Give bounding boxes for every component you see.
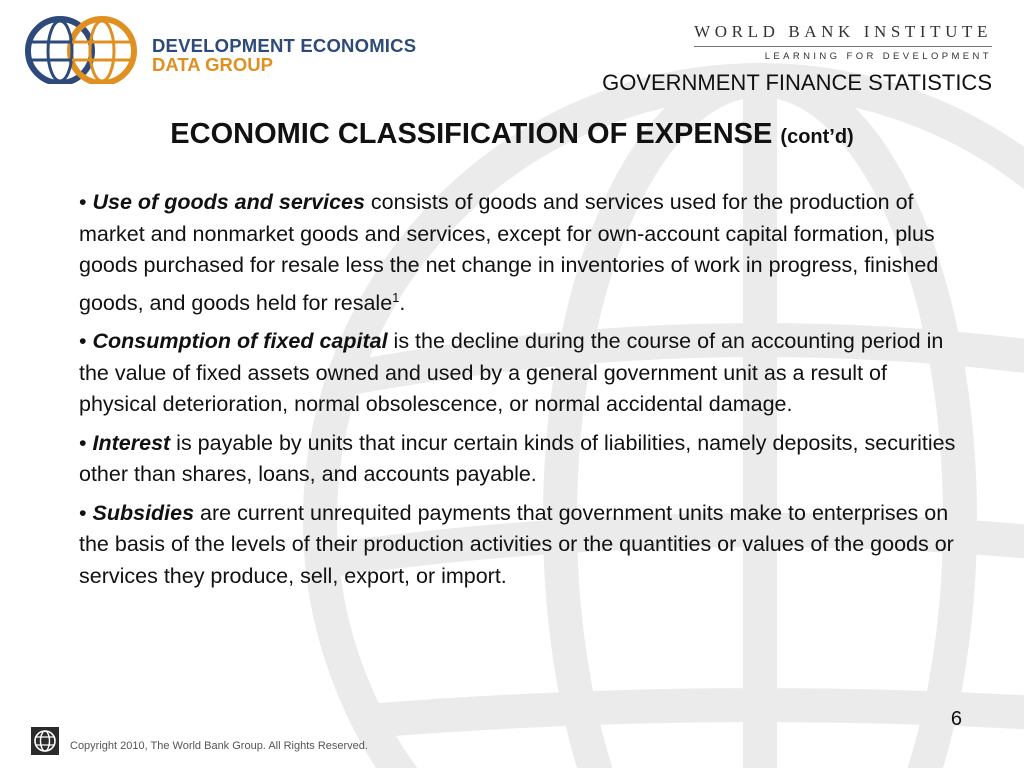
footnote-marker: 1: [392, 289, 400, 305]
bullet-term: Subsidies: [92, 500, 195, 525]
wbi-divider: [694, 46, 992, 47]
bullet-text: are current unrequited payments that government units make to enterprises on the basis of the levels of their production activities or the quantities or values of the goods or services they produce, sell, export, or import.: [79, 500, 954, 588]
copyright-notice: Copyright 2010, The World Bank Group. All Rights Reserved.: [70, 740, 368, 752]
bullet-term: Consumption of fixed capital: [92, 329, 388, 354]
bullet-list: [79, 187, 959, 599]
wbi-subtitle: LEARNING FOR DEVELOPMENT: [764, 51, 992, 62]
bullet-text: is the decline during the course of an accounting period in the value of fixed assets owned and used by a general government unit as a result of physical deterioration, normal obsolescence, or normal accidental damage.: [79, 329, 944, 417]
world-bank-logo-icon: [31, 727, 59, 755]
slide-title: [0, 118, 1024, 151]
slide-title-suffix: (cont’d): [780, 126, 854, 148]
deg-logo-text: [152, 36, 416, 74]
slide-title-main: ECONOMIC CLASSIFICATION OF EXPENSE: [170, 118, 773, 150]
bullet-text: consists of goods and services used for the production of market and nonmarket goods and services, except for own-account capital formation, plus goods purchased for resale less the net change in inventories of work in progress, finished goods, and goods held for resale: [79, 190, 939, 315]
bullet-item: • Subsidies are current unrequited payments that government units make to enterprises on the basis of the levels of their production activities or the quantities or values of the goods or services they produce, sell, export, or import.: [79, 500, 954, 588]
logo-line2: DATA GROUP: [152, 54, 273, 75]
bullet-item: • Interest is payable by units that incur certain kinds of liabilities, namely deposits, securities other than shares, loans, and accounts payable.: [79, 430, 956, 487]
bullet-item: • Use of goods and services consists of goods and services used for the production of market and nonmarket goods and services, except for own-account capital formation, plus goods purchased for resale less the net change in inventories of work in progress, finished goods, and goods held for resale$^1$.: [79, 190, 939, 315]
bullet-tail: .: [399, 290, 406, 315]
page-number: 6: [950, 708, 962, 730]
bullet-item: • Consumption of fixed capital is the decline during the course of an accounting period in the value of fixed assets owned and used by a general government unit as a result of physical deterioration, normal obsolescence, or normal accidental damage.: [79, 329, 944, 417]
bullet-text: is payable by units that incur certain kinds of liabilities, namely deposits, securities other than shares, loans, and accounts payable.: [79, 430, 956, 487]
bullet-term: Interest: [92, 430, 171, 455]
wbi-wordmark: [694, 22, 992, 62]
logo-line1: DEVELOPMENT ECONOMICS: [152, 35, 417, 56]
section-title: GOVERNMENT FINANCE STATISTICS: [602, 70, 992, 95]
wbi-title: WORLD BANK INSTITUTE: [694, 22, 992, 41]
bullet-term: Use of goods and services: [92, 190, 365, 214]
